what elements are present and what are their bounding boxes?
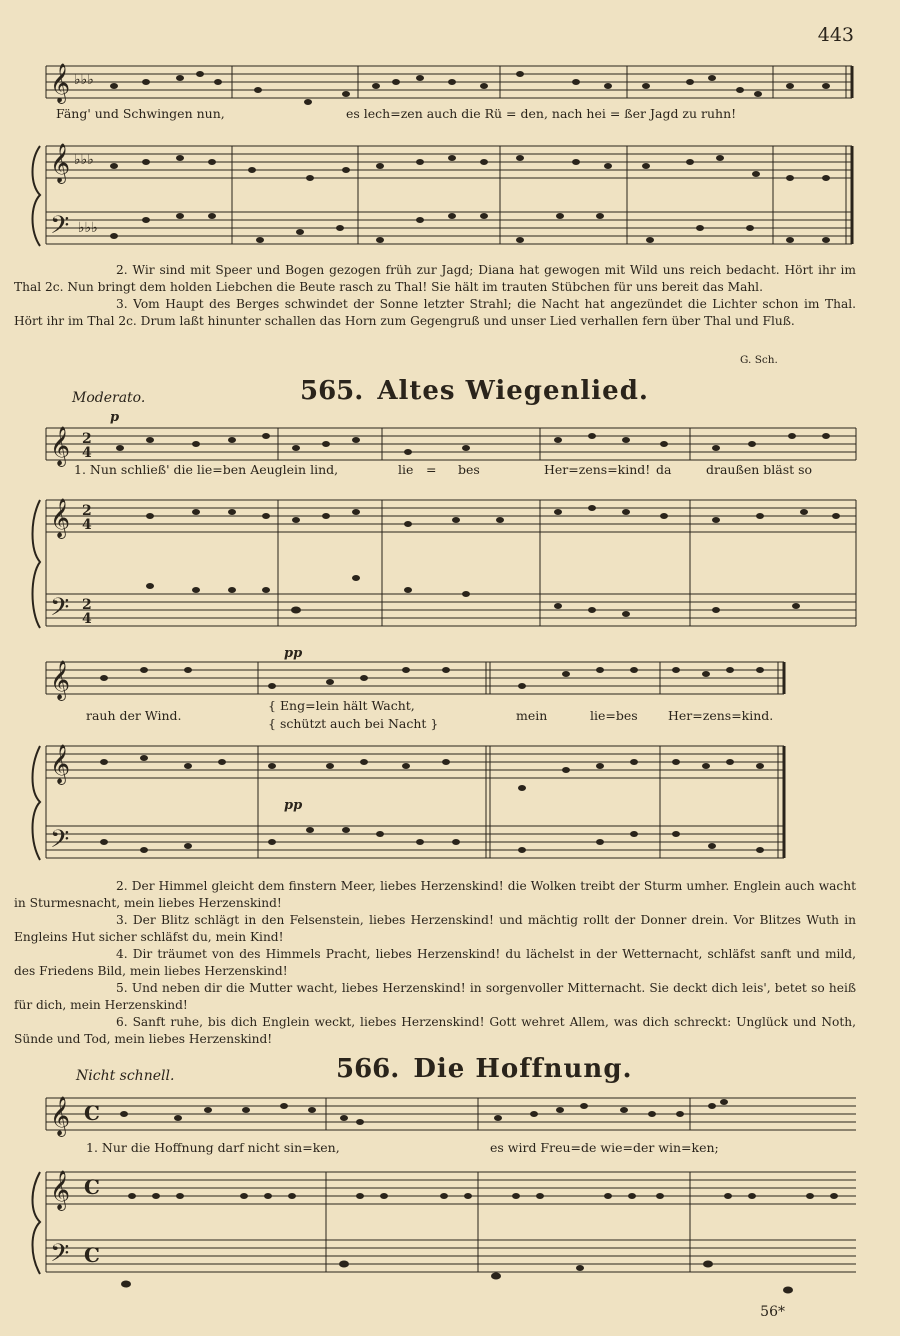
svg-text:♭♭♭: ♭♭♭ bbox=[74, 152, 94, 168]
verse-565-2: 2. Der Himmel gleicht dem finstern Meer, liebes Herzenskind! die Wolken treibt der Sturm umher. Englein auch wacht in Sturmesnacht, mein liebes Herzenskind! bbox=[14, 879, 856, 910]
svg-text:𝄢: 𝄢 bbox=[50, 593, 70, 628]
svg-text:4: 4 bbox=[82, 445, 92, 461]
lyric-565-alt1: { Eng=lein hält Wacht, bbox=[268, 698, 415, 713]
svg-text:C: C bbox=[84, 1175, 100, 1199]
svg-text:𝄞: 𝄞 bbox=[50, 660, 71, 700]
dynamic-p: p bbox=[110, 410, 120, 425]
svg-text:2: 2 bbox=[82, 503, 92, 519]
lyric-prev-2: es lech=zen auch die Rü = den, nach hei = ßer Jagd zu ruhn! bbox=[346, 106, 737, 121]
lyric-prev-1: Fäng' und Schwingen nun, bbox=[56, 106, 225, 121]
svg-text:♭♭♭: ♭♭♭ bbox=[78, 220, 98, 236]
lyric-565-1e: Her=zens=kind! bbox=[544, 462, 651, 477]
svg-text:C: C bbox=[84, 1101, 100, 1125]
verse-prev-2: 2. Wir sind mit Speer und Bogen gezogen früh zur Jagd; Diana hat gewogen mit Wild uns reich bedacht. Hört ihr im Thal 2c. Nun bringt dem holden Liebchen die Beute rasch zu Thal! Sie hält im trauten Stübchen für uns bereit das Mahl. bbox=[14, 263, 856, 294]
verse-565-5: 5. Und neben dir die Mutter wacht, liebes Herzenskind! in sorgenvoller Mitternacht. Sie deckt dich leis', betet so heiß für dich, mein Herzenskind! bbox=[14, 981, 856, 1012]
song-number-565: 565. bbox=[300, 376, 364, 406]
dynamic-pp-piano: pp bbox=[284, 798, 303, 813]
lyric-565-alt2-text: schützt auch bei Nacht bbox=[279, 716, 427, 731]
svg-text:𝄞: 𝄞 bbox=[50, 63, 71, 103]
verse-565-3: 3. Der Blitz schlägt in den Felsenstein, liebes Herzenskind! und mächtig rollt der Donner drein. Vor Blitzes Wuth in Engleins Hut sicher schläfst du, mein Kind! bbox=[14, 913, 856, 944]
lyric-565-1f: da bbox=[656, 462, 672, 477]
svg-text:2: 2 bbox=[82, 431, 92, 447]
svg-text:𝄞: 𝄞 bbox=[50, 143, 71, 183]
svg-text:𝄞: 𝄞 bbox=[50, 1170, 71, 1210]
lyric-565-2a: rauh der Wind. bbox=[86, 708, 182, 723]
song-name-566: Die Hoffnung. bbox=[413, 1054, 633, 1084]
svg-text:4: 4 bbox=[82, 611, 92, 627]
verse-prev-3: 3. Vom Haupt des Berges schwindet der Sonne letzter Strahl; die Nacht hat angezündet die Lichter schon im Thal. Hört ihr im Thal 2c. Drum laßt hinunter schallen das Horn zum Gegengruß und unser Lied verhallen fern über Thal und Fluß. bbox=[14, 297, 856, 328]
lyric-565-2c: lie=bes bbox=[590, 708, 638, 723]
svg-text:𝄞: 𝄞 bbox=[50, 498, 71, 538]
svg-text:𝄞: 𝄞 bbox=[50, 1096, 71, 1136]
footer-signature: 56* bbox=[760, 1304, 785, 1320]
attribution: G. Sch. bbox=[740, 354, 778, 366]
song-name-565: Altes Wiegenlied. bbox=[377, 376, 649, 406]
verse-565-6: 6. Sanft ruhe, bis dich Englein weckt, liebes Herzenskind! Gott wehret Allem, was dich schreckt: Unglück und Noth, Sünde und Tod, mein liebes Herzenskind! bbox=[14, 1015, 856, 1046]
tempo-565: Moderato. bbox=[72, 390, 146, 406]
lyric-565-2b: mein bbox=[516, 708, 548, 723]
lyric-565-1d: bes bbox=[458, 462, 480, 477]
svg-text:C: C bbox=[84, 1243, 100, 1267]
lyric-565-1c: = bbox=[426, 462, 437, 477]
tempo-566: Nicht schnell. bbox=[76, 1068, 175, 1084]
lyric-565-alt2: { schützt auch bei Nacht } bbox=[268, 716, 439, 731]
svg-text:4: 4 bbox=[82, 517, 92, 533]
svg-text:𝄞: 𝄞 bbox=[50, 426, 71, 466]
page-number: 443 bbox=[817, 24, 854, 46]
lyric-565-alt1-text: Eng=lein hält Wacht, bbox=[279, 698, 415, 713]
song-number-566: 566. bbox=[336, 1054, 400, 1084]
svg-text:2: 2 bbox=[82, 597, 92, 613]
svg-text:𝄢: 𝄢 bbox=[50, 1239, 70, 1274]
svg-text:𝄢: 𝄢 bbox=[50, 825, 70, 860]
lyric-565-1b: lie bbox=[398, 462, 414, 477]
dynamic-pp-voice: pp bbox=[284, 646, 303, 661]
lyric-565-2d: Her=zens=kind. bbox=[668, 708, 774, 723]
verse-565-4: 4. Dir träumet von des Himmels Pracht, liebes Herzenskind! du lächelst in der Wetternacht, schläfst sanft und mild, des Friedens Bild, mein liebes Herzenskind! bbox=[14, 947, 856, 978]
lyric-565-1g: draußen bläst so bbox=[706, 462, 813, 477]
svg-text:𝄞: 𝄞 bbox=[50, 744, 71, 784]
lyric-565-1a: 1. Nun schließ' die lie=ben Aeuglein lind, bbox=[74, 462, 339, 477]
svg-text:𝄢: 𝄢 bbox=[50, 211, 70, 246]
lyric-566-1b: es wird Freu=de wie=der win=ken; bbox=[490, 1140, 719, 1155]
lyric-566-1a: 1. Nur die Hoffnung darf nicht sin=ken, bbox=[86, 1140, 340, 1155]
svg-text:♭♭♭: ♭♭♭ bbox=[74, 72, 94, 88]
